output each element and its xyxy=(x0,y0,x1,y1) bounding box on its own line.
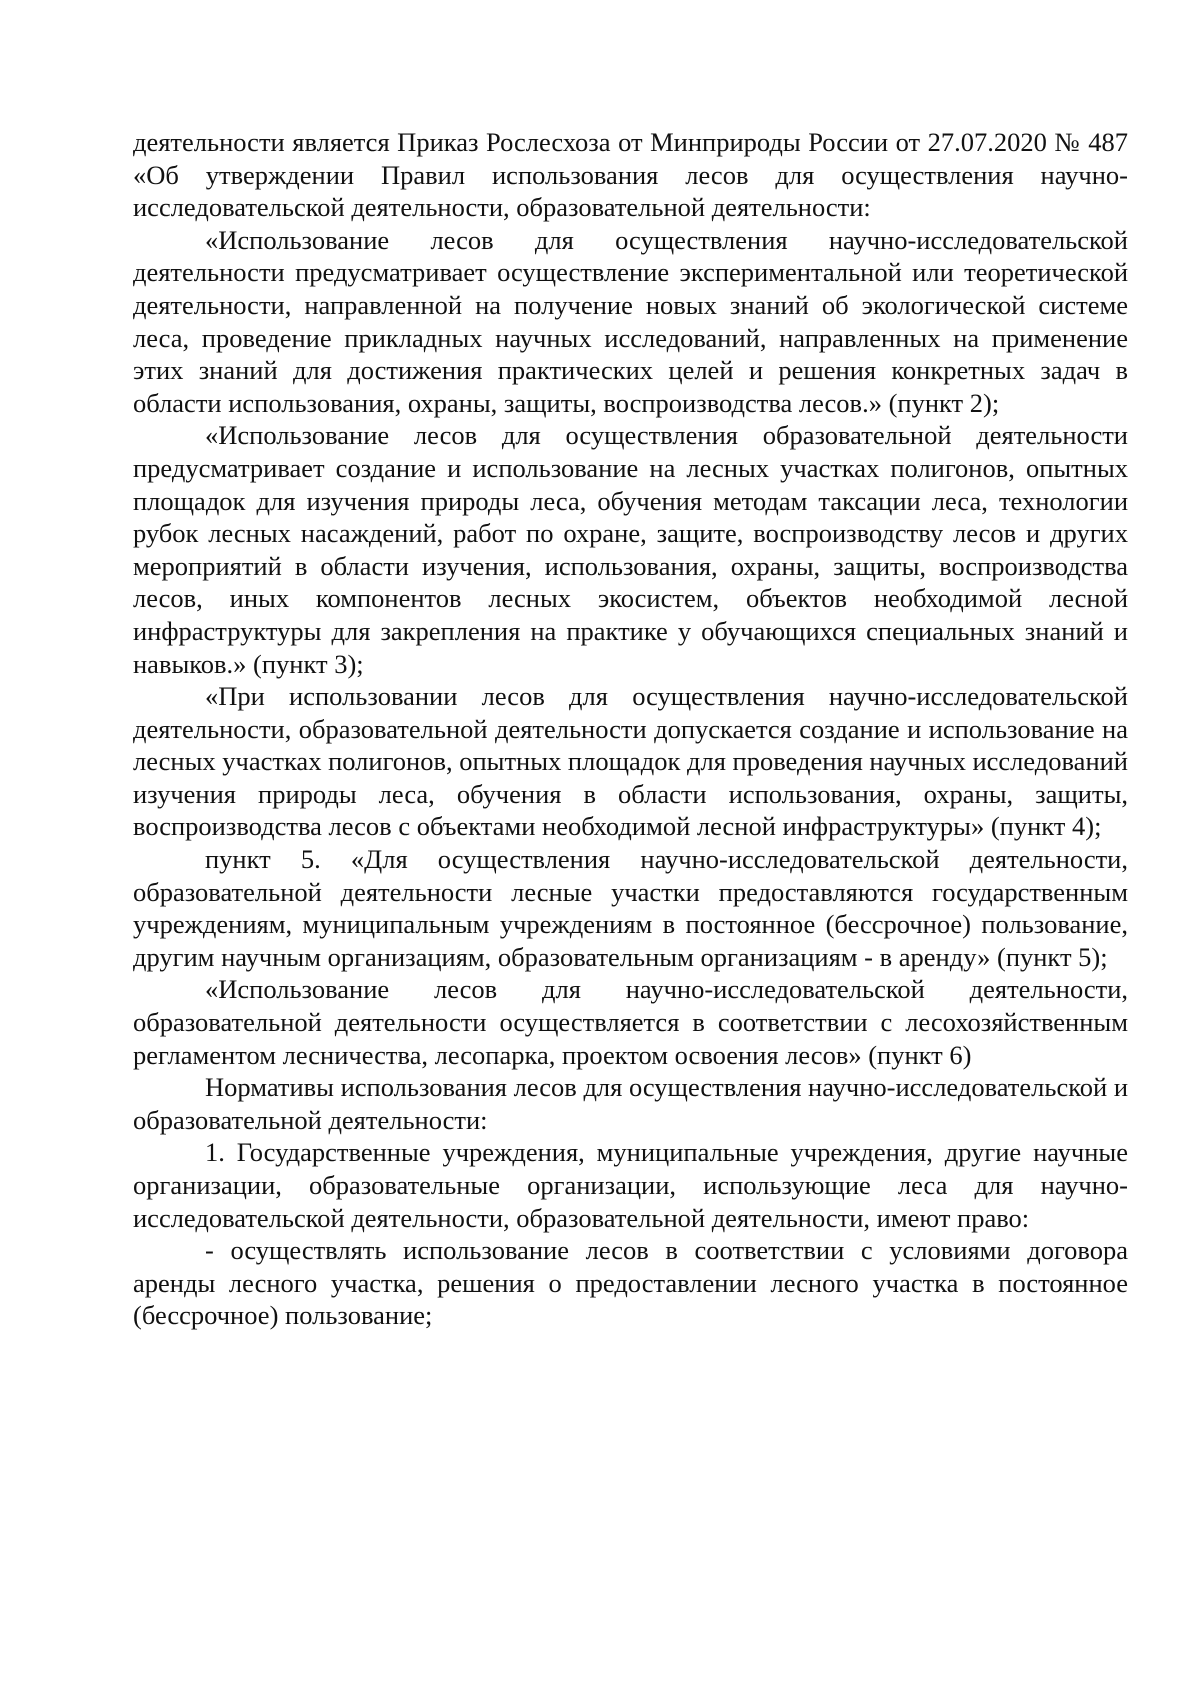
paragraph-order-reference: деятельности является Приказ Рослесхоза от Минприроды России от 27.07.2020 № 487 «Об утверждении Правил использования лесов для осуществления научно-исследовательской деятельности, образовательной деятельности: xyxy=(133,127,1128,223)
paragraph-norms-heading: Нормативы использования лесов для осуществления научно-исследовательской и образовательной деятельности: xyxy=(133,1072,1128,1135)
paragraph-rights-1: 1. Государственные учреждения, муниципальные учреждения, другие научные организации, образовательные организации, использующие леса для научно-исследовательской деятельности, образовательной деятельности, имеют право: xyxy=(133,1137,1128,1233)
paragraph-clause-3: «Использование лесов для осуществления образовательной деятельности предусматривает создание и использование на лесных участках полигонов, опытных площадок для изучения природы леса, обучения методам таксации леса, технологии рубок лесных насаждений, работ по охране, защите, воспроизводству лесов и других мероприятий в области изучения, использования, охраны, защиты, воспроизводства лесов, иных компонентов лесных экосистем, объектов необходимой лесной инфраструктуры для закрепления на практике у обучающихся специальных знаний и навыков.» (пункт 3); xyxy=(133,420,1128,679)
document-page xyxy=(133,126,1128,1332)
paragraph-clause-5: пункт 5. «Для осуществления научно-исследовательской деятельности, образовательной деятельности лесные участки предоставляются государственным учреждениям, муниципальным учреждениям в постоянное (бессрочное) пользование, другим научным организациям, образовательным организациям - в аренду» (пункт 5); xyxy=(133,844,1128,972)
paragraph-clause-6: «Использование лесов для научно-исследовательской деятельности, образовательной деятельности осуществляется в соответствии с лесохозяйственным регламентом лесничества, лесопарка, проектом освоения лесов» (пункт 6) xyxy=(133,974,1128,1070)
paragraph-rights-bullet: - осуществлять использование лесов в соответствии с условиями договора аренды лесного участка, решения о предоставлении лесного участка в постоянное (бессрочное) пользование; xyxy=(133,1235,1128,1331)
paragraph-clause-4: «При использовании лесов для осуществления научно-исследовательской деятельности, образовательной деятельности допускается создание и использование на лесных участках полигонов, опытных площадок для проведения научных исследований изучения природы леса, обучения в области использования, охраны, защиты, воспроизводства лесов с объектами необходимой лесной инфраструктуры» (пункт 4); xyxy=(133,681,1128,842)
paragraph-clause-2: «Использование лесов для осуществления научно-исследовательской деятельности предусматривает осуществление экспериментальной или теоретической деятельности, направленной на получение новых знаний об экологической системе леса, проведение прикладных научных исследований, направленных на применение этих знаний для достижения практических целей и решения конкретных задач в области использования, охраны, защиты, воспроизводства лесов.» (пункт 2); xyxy=(133,224,1128,418)
